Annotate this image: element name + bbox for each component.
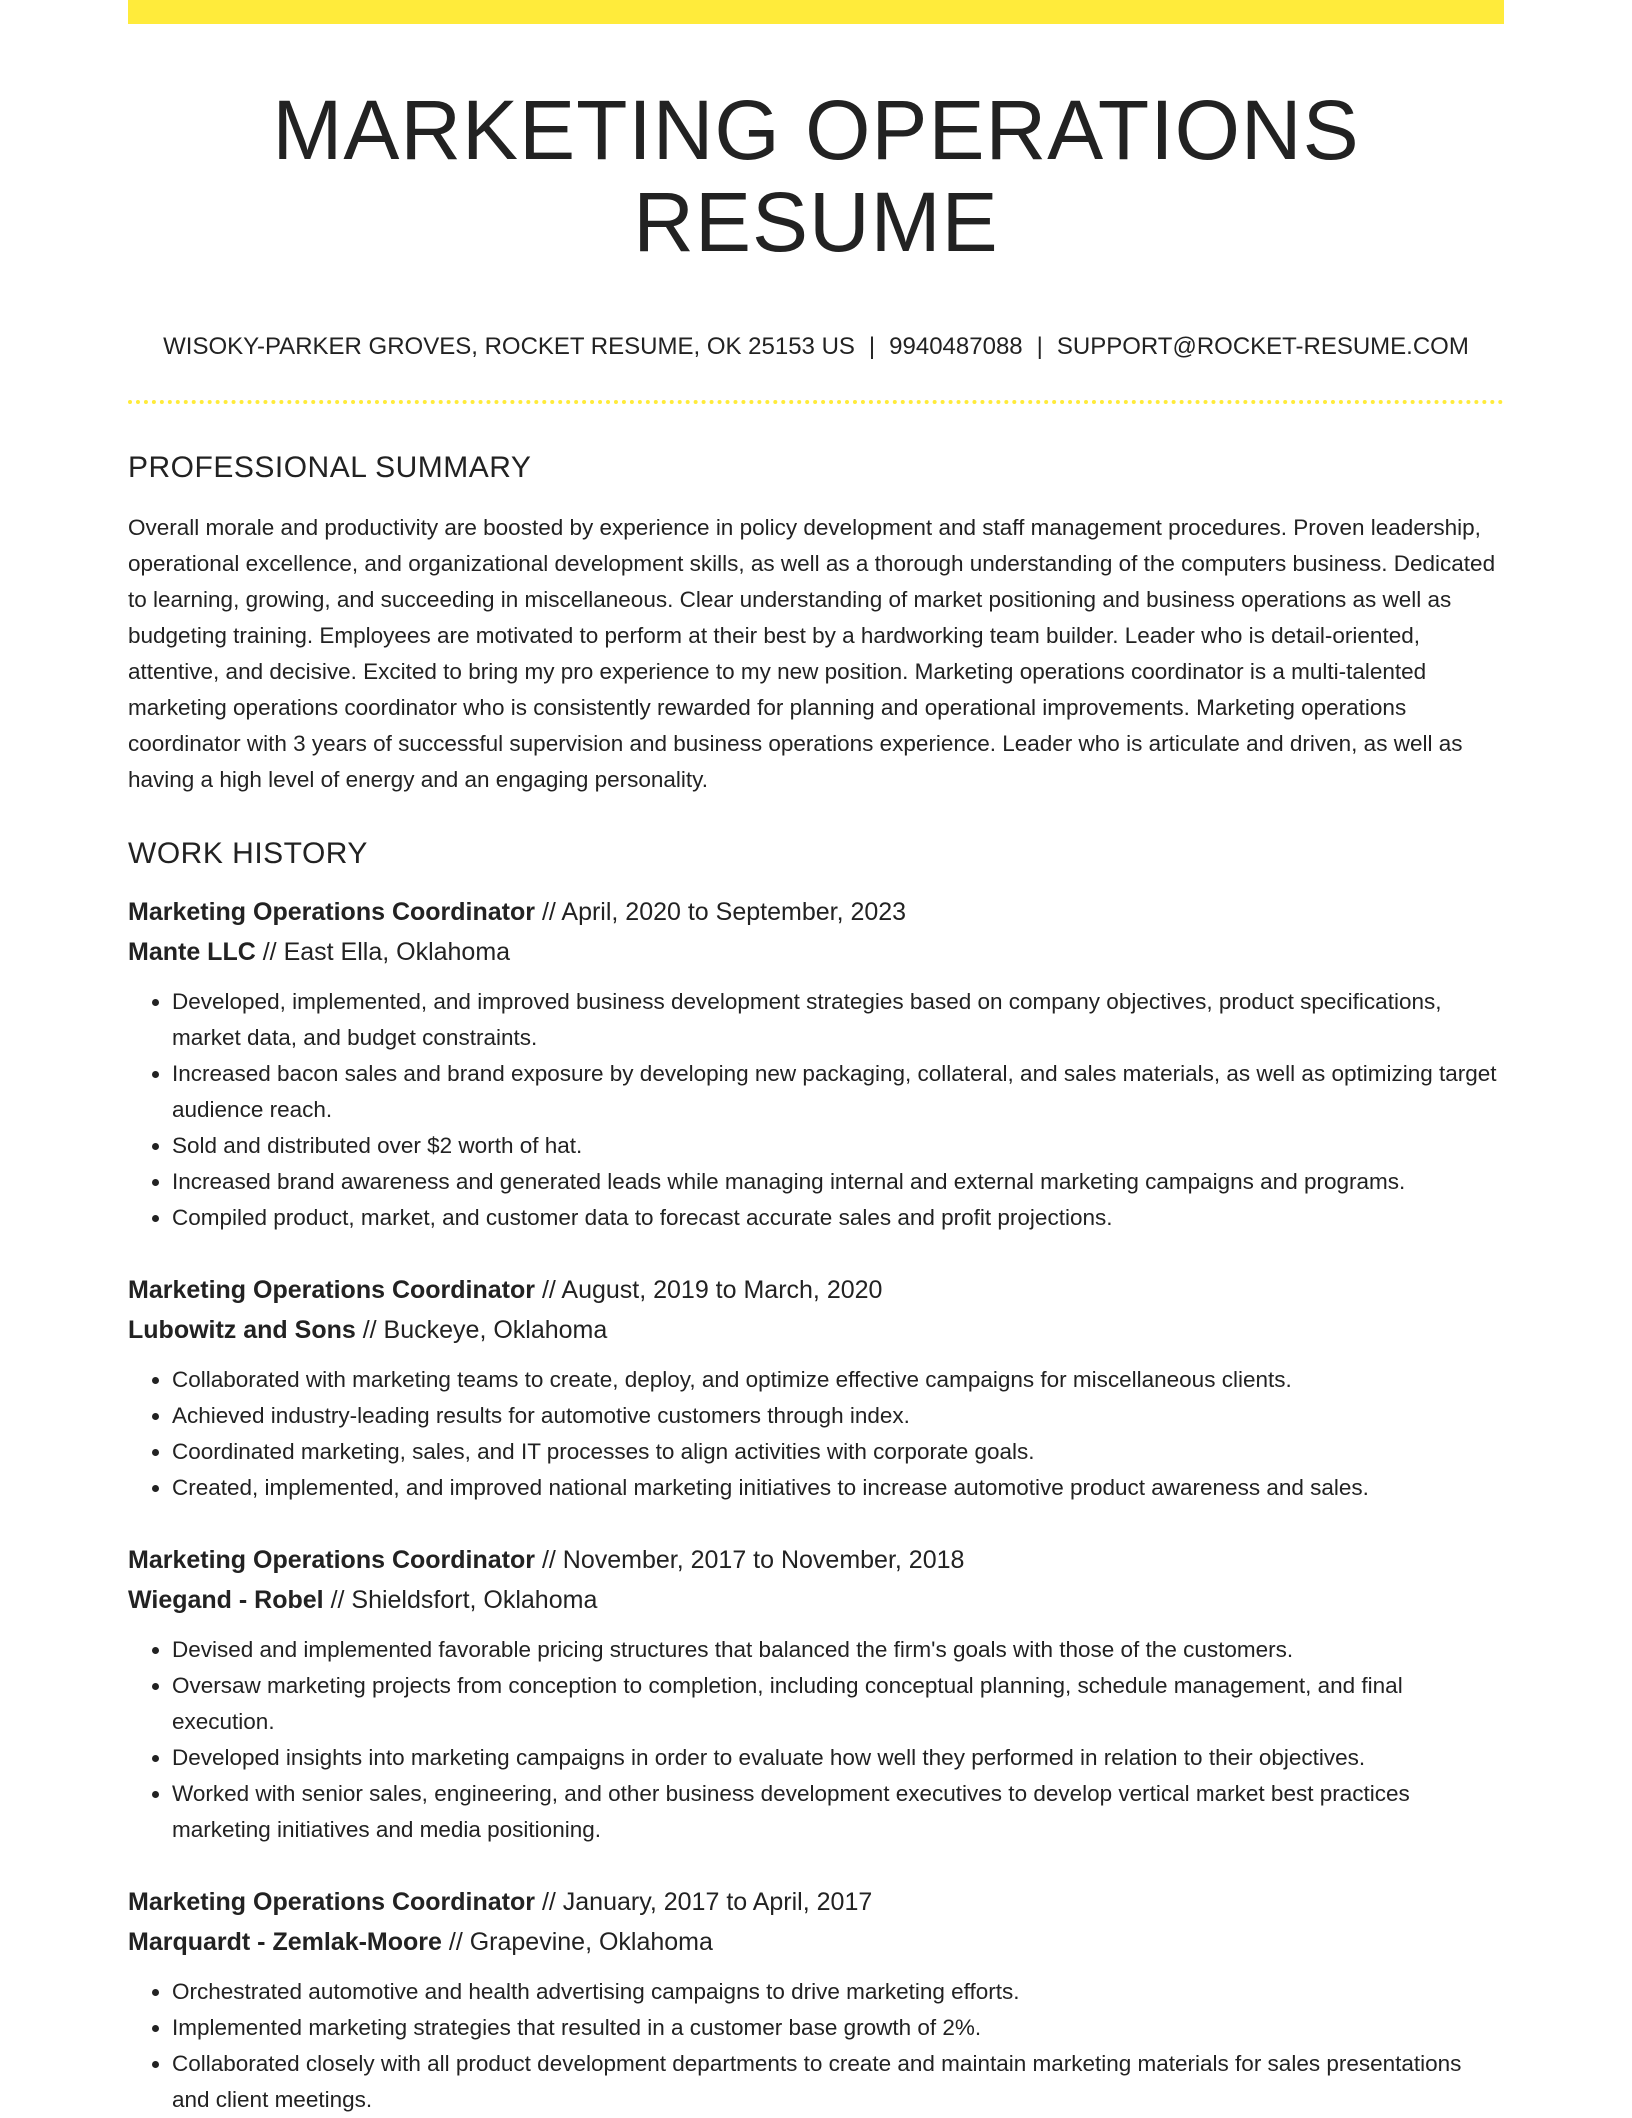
contact-separator: | (868, 332, 876, 360)
job-dates: // November, 2017 to November, 2018 (541, 1545, 965, 1574)
contact-phone: 9940487088 (889, 332, 1023, 360)
job-bullet: • Increased brand awareness and generated leads while managing internal and external marketing campaigns and programs. (172, 1164, 1504, 1200)
job-bullet: • Compiled product, market, and customer data to forecast accurate sales and profit projections. (172, 1200, 1504, 1236)
job-company: Marquardt - Zemlak-Moore (128, 1927, 442, 1956)
job-entry (128, 1270, 1504, 1506)
job-company-line (128, 1580, 1504, 1620)
job-bullet: • Developed, implemented, and improved business development strategies based on company objectives, product specifications, market data, and budget constraints. (172, 984, 1504, 1056)
job-company-line (128, 932, 1504, 972)
job-dates: // April, 2020 to September, 2023 (541, 897, 907, 926)
job-bullet: • Sold and distributed over $2 worth of hat. (172, 1128, 1504, 1164)
job-bullet: • Orchestrated automotive and health advertising campaigns to drive marketing efforts. (172, 1974, 1504, 2010)
job-bullet: • Devised and implemented favorable pricing structures that balanced the firm's goals with those of the customers. (172, 1632, 1504, 1668)
job-title: Marketing Operations Coordinator (128, 1275, 535, 1304)
job-title: Marketing Operations Coordinator (128, 897, 535, 926)
job-entry (128, 892, 1504, 1236)
job-company: Mante LLC (128, 937, 256, 966)
job-title: Marketing Operations Coordinator (128, 1545, 535, 1574)
job-title-line (128, 1882, 1504, 1922)
job-bullet: • Collaborated closely with all product development departments to create and maintain marketing materials for sales presentations and client meetings. (172, 2046, 1504, 2118)
job-company: Lubowitz and Sons (128, 1315, 356, 1344)
contact-separator: | (1036, 332, 1043, 360)
job-company: Wiegand - Robel (128, 1585, 324, 1614)
job-bullet: • Oversaw marketing projects from conception to completion, including conceptual planning, schedule management, and final execution. (172, 1668, 1504, 1740)
job-bullet: • Increased bacon sales and brand exposure by developing new packaging, collateral, and sales materials, as well as optimizing target audience reach. (172, 1056, 1504, 1128)
job-location: // Buckeye, Oklahoma (362, 1315, 608, 1344)
job-company-line (128, 1922, 1504, 1962)
job-bullets (128, 1632, 1504, 1848)
accent-bar (128, 0, 1504, 24)
job-bullets (128, 1974, 1504, 2118)
summary-heading: PROFESSIONAL SUMMARY (128, 450, 532, 484)
contact-email: SUPPORT@ROCKET-RESUME.COM (1056, 332, 1469, 360)
job-bullet: • Worked with senior sales, engineering, and other business development executives to develop vertical market best practices marketing initiatives and media positioning. (172, 1776, 1504, 1848)
job-bullet: • Developed insights into marketing campaigns in order to evaluate how well they performed in relation to their objectives. (172, 1740, 1504, 1776)
job-title-line (128, 892, 1504, 932)
job-title: Marketing Operations Coordinator (128, 1887, 535, 1916)
resume-page (128, 0, 1504, 2118)
job-title-line (128, 1540, 1504, 1580)
work-history-heading: WORK HISTORY (128, 836, 368, 870)
summary-text: Overall morale and productivity are boosted by experience in policy development and staff management procedures. Proven leadership, operational excellence, and organizational development skills, as well as a thorough understanding of the computers business. Dedicated to learning, growing, and succeeding in miscellaneous. Clear understanding of market positioning and business operations as well as budgeting training. Employees are motivated to perform at their best by a hardworking team builder. Leader who is detail-oriented, attentive, and decisive. Excited to bring my pro experience to my new position. Marketing operations coordinator is a multi-talented marketing operations coordinator who is consistently rewarded for planning and operational improvements. Marketing operations coordinator with 3 years of successful supervision and business operations experience. Leader who is articulate and driven, as well as having a high level of energy and an engaging personality. (128, 514, 1496, 792)
job-bullets (128, 1362, 1504, 1506)
job-bullet: • Coordinated marketing, sales, and IT processes to align activities with corporate goals. (172, 1434, 1504, 1470)
dotted-divider (128, 400, 1504, 404)
contact-line (128, 333, 1504, 362)
job-location: // Grapevine, Oklahoma (448, 1927, 713, 1956)
resume-title: MARKETING OPERATIONS RESUME (272, 83, 1360, 270)
job-title-line (128, 1270, 1504, 1310)
job-bullet: • Achieved industry-leading results for automotive customers through index. (172, 1398, 1504, 1434)
job-dates: // January, 2017 to April, 2017 (541, 1887, 873, 1916)
job-entry (128, 1882, 1504, 2118)
job-location: // East Ella, Oklahoma (262, 937, 511, 966)
job-bullet: • Implemented marketing strategies that resulted in a customer base growth of 2%. (172, 2010, 1504, 2046)
contact-address: WISOKY-PARKER GROVES, ROCKET RESUME, OK 25153 US (163, 332, 855, 360)
job-dates: // August, 2019 to March, 2020 (541, 1275, 883, 1304)
job-entry (128, 1540, 1504, 1848)
job-list (128, 892, 1504, 2118)
job-location: // Shieldsfort, Oklahoma (330, 1585, 598, 1614)
job-bullet: • Collaborated with marketing teams to create, deploy, and optimize effective campaigns for miscellaneous clients. (172, 1362, 1504, 1398)
job-bullets (128, 984, 1504, 1236)
job-bullet: • Created, implemented, and improved national marketing initiatives to increase automotive product awareness and sales. (172, 1470, 1504, 1506)
job-company-line (128, 1310, 1504, 1350)
